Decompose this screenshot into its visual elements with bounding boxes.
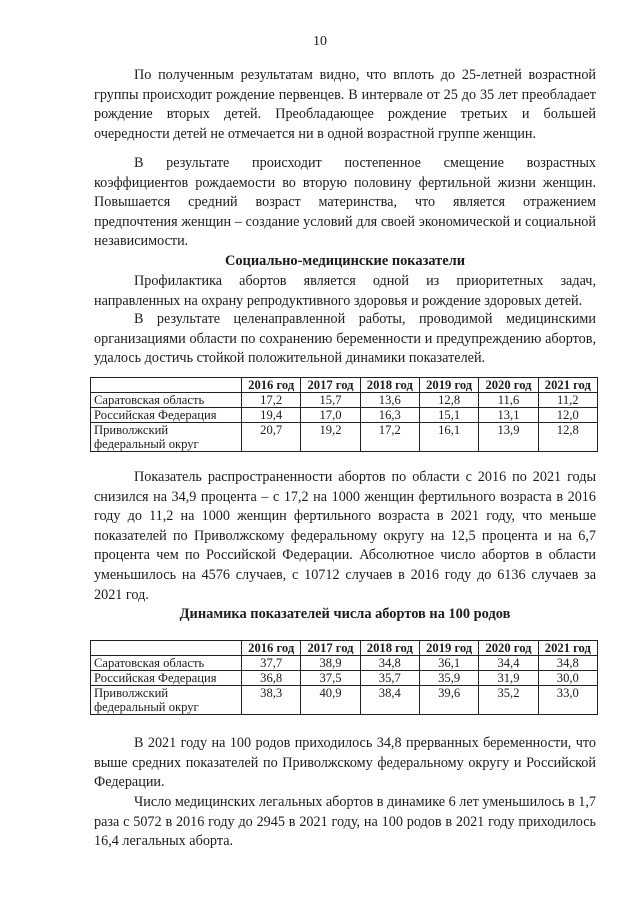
table-cell: 34,8 — [538, 656, 597, 671]
row-label: Приволжский федеральный округ — [91, 423, 242, 452]
table-header-row — [91, 641, 598, 656]
table-corner-cell — [91, 641, 242, 656]
year-header: 2017 год — [301, 378, 360, 393]
year-header: 2018 год — [360, 378, 419, 393]
table-row — [91, 393, 598, 408]
table-cell: 38,4 — [360, 686, 419, 715]
table-cell: 12,8 — [419, 393, 478, 408]
table-header-row — [91, 378, 598, 393]
year-header: 2020 год — [479, 378, 538, 393]
table-cell: 11,2 — [538, 393, 597, 408]
table-cell: 36,1 — [419, 656, 478, 671]
table-cell: 31,9 — [479, 671, 538, 686]
table-cell: 12,0 — [538, 408, 597, 423]
paragraph-birth-order: По полученным результатам видно, что вплоть до 25-летней возрастной группы происходит рождение первенцев. В интервале от 25 до 35 лет преобладает рождение вторых детей. Преобладающее рождение третьих и большей очередности детей не отмечается ни в одной возрастной группе женщин. — [94, 67, 596, 142]
table-cell: 35,7 — [360, 671, 419, 686]
table-cell: 16,1 — [419, 423, 478, 452]
table-row — [91, 671, 598, 686]
table-cell: 35,9 — [419, 671, 478, 686]
table-cell: 37,7 — [242, 656, 301, 671]
table-cell: 17,2 — [360, 423, 419, 452]
year-header: 2021 год — [538, 378, 597, 393]
table-cell: 34,8 — [360, 656, 419, 671]
paragraph-prevalence-analysis: Показатель распространенности абортов по области с 2016 по 2021 годы снизился на 34,9 процента – с 17,2 на 1000 женщин фертильного возраста в 2016 году до 11,2 на 1000 женщин фертильного возраста в 2021 году, что меньше показателей по Приволжскому федеральному округу на 12,5 процента и на 6,7 процента чем по Российской Федерации. Абсолютное число абортов в области уменьшилось на 4576 случаев, с 10712 случаев в 2016 году до 6136 случаев за 2021 год. — [94, 469, 596, 603]
abortions-per-100-births-table — [90, 640, 598, 715]
year-header: 2019 год — [419, 641, 478, 656]
table-cell: 39,6 — [419, 686, 478, 715]
table-cell: 40,9 — [301, 686, 360, 715]
year-header: 2016 год — [242, 641, 301, 656]
table-cell: 36,8 — [242, 671, 301, 686]
year-header: 2017 год — [301, 641, 360, 656]
row-label: Российская Федерация — [91, 671, 242, 686]
paragraph-age-shift: В результате происходит постепенное смещение возрастных коэффициентов рождаемости во вторую половину фертильной жизни женщин. Повышается средний возраст материнства, что является отражением предпочтения женщин – создание условий для своей экономической и социальной независимости. — [94, 155, 596, 250]
table-cell: 13,9 — [479, 423, 538, 452]
table-corner-cell — [91, 378, 242, 393]
table-row — [91, 656, 598, 671]
table-cell: 16,3 — [360, 408, 419, 423]
row-label: Саратовская область — [91, 393, 242, 408]
table-cell: 37,5 — [301, 671, 360, 686]
year-header: 2021 год — [538, 641, 597, 656]
table-cell: 12,8 — [538, 423, 597, 452]
year-header: 2019 год — [419, 378, 478, 393]
table-cell: 35,2 — [479, 686, 538, 715]
paragraph-positive-dynamics: В результате целенаправленной работы, проводимой медицинскими организациями области по сохранению беременности и предупреждению абортов, удалось достичь стойкой положительной динамики показателей. — [94, 311, 596, 367]
year-header: 2018 год — [360, 641, 419, 656]
table2-title: Динамика показателей числа абортов на 100 родов — [179, 606, 511, 622]
table-cell: 17,0 — [301, 408, 360, 423]
row-label: Российская Федерация — [91, 408, 242, 423]
paragraph-abortion-prevention: Профилактика абортов является одной из приоритетных задач, направленных на охрану репродуктивного здоровья и рождение здоровых детей. — [94, 273, 596, 309]
table-cell: 15,7 — [301, 393, 360, 408]
table-row — [91, 686, 598, 715]
table-cell: 19,4 — [242, 408, 301, 423]
table-cell: 19,2 — [301, 423, 360, 452]
paragraph-2021-summary: В 2021 году на 100 родов приходилось 34,8 прерванных беременности, что выше средних показателей по Приволжскому федеральному округу и Российской Федерации. — [94, 735, 596, 791]
row-label: Приволжский федеральный округ — [91, 686, 242, 715]
table-cell: 38,3 — [242, 686, 301, 715]
paragraph-legal-abortions: Число медицинских легальных абортов в динамике 6 лет уменьшилось в 1,7 раза с 5072 в 2016 году до 2945 в 2021 году, на 100 родов в 2021 году приходилось 16,4 легальных аборта. — [94, 794, 596, 850]
table-cell: 13,6 — [360, 393, 419, 408]
table-row — [91, 408, 598, 423]
table-cell: 11,6 — [479, 393, 538, 408]
table-cell: 30,0 — [538, 671, 597, 686]
table-row — [91, 423, 598, 452]
table-cell: 34,4 — [479, 656, 538, 671]
abortion-prevalence-table — [90, 377, 598, 452]
table-cell: 38,9 — [301, 656, 360, 671]
table-cell: 15,1 — [419, 408, 478, 423]
table-cell: 13,1 — [479, 408, 538, 423]
year-header: 2020 год — [479, 641, 538, 656]
page-number: 10 — [313, 34, 327, 49]
year-header: 2016 год — [242, 378, 301, 393]
table-cell: 33,0 — [538, 686, 597, 715]
row-label: Саратовская область — [91, 656, 242, 671]
table-cell: 20,7 — [242, 423, 301, 452]
section-heading: Социально-медицинские показатели — [224, 253, 466, 269]
table-cell: 17,2 — [242, 393, 301, 408]
